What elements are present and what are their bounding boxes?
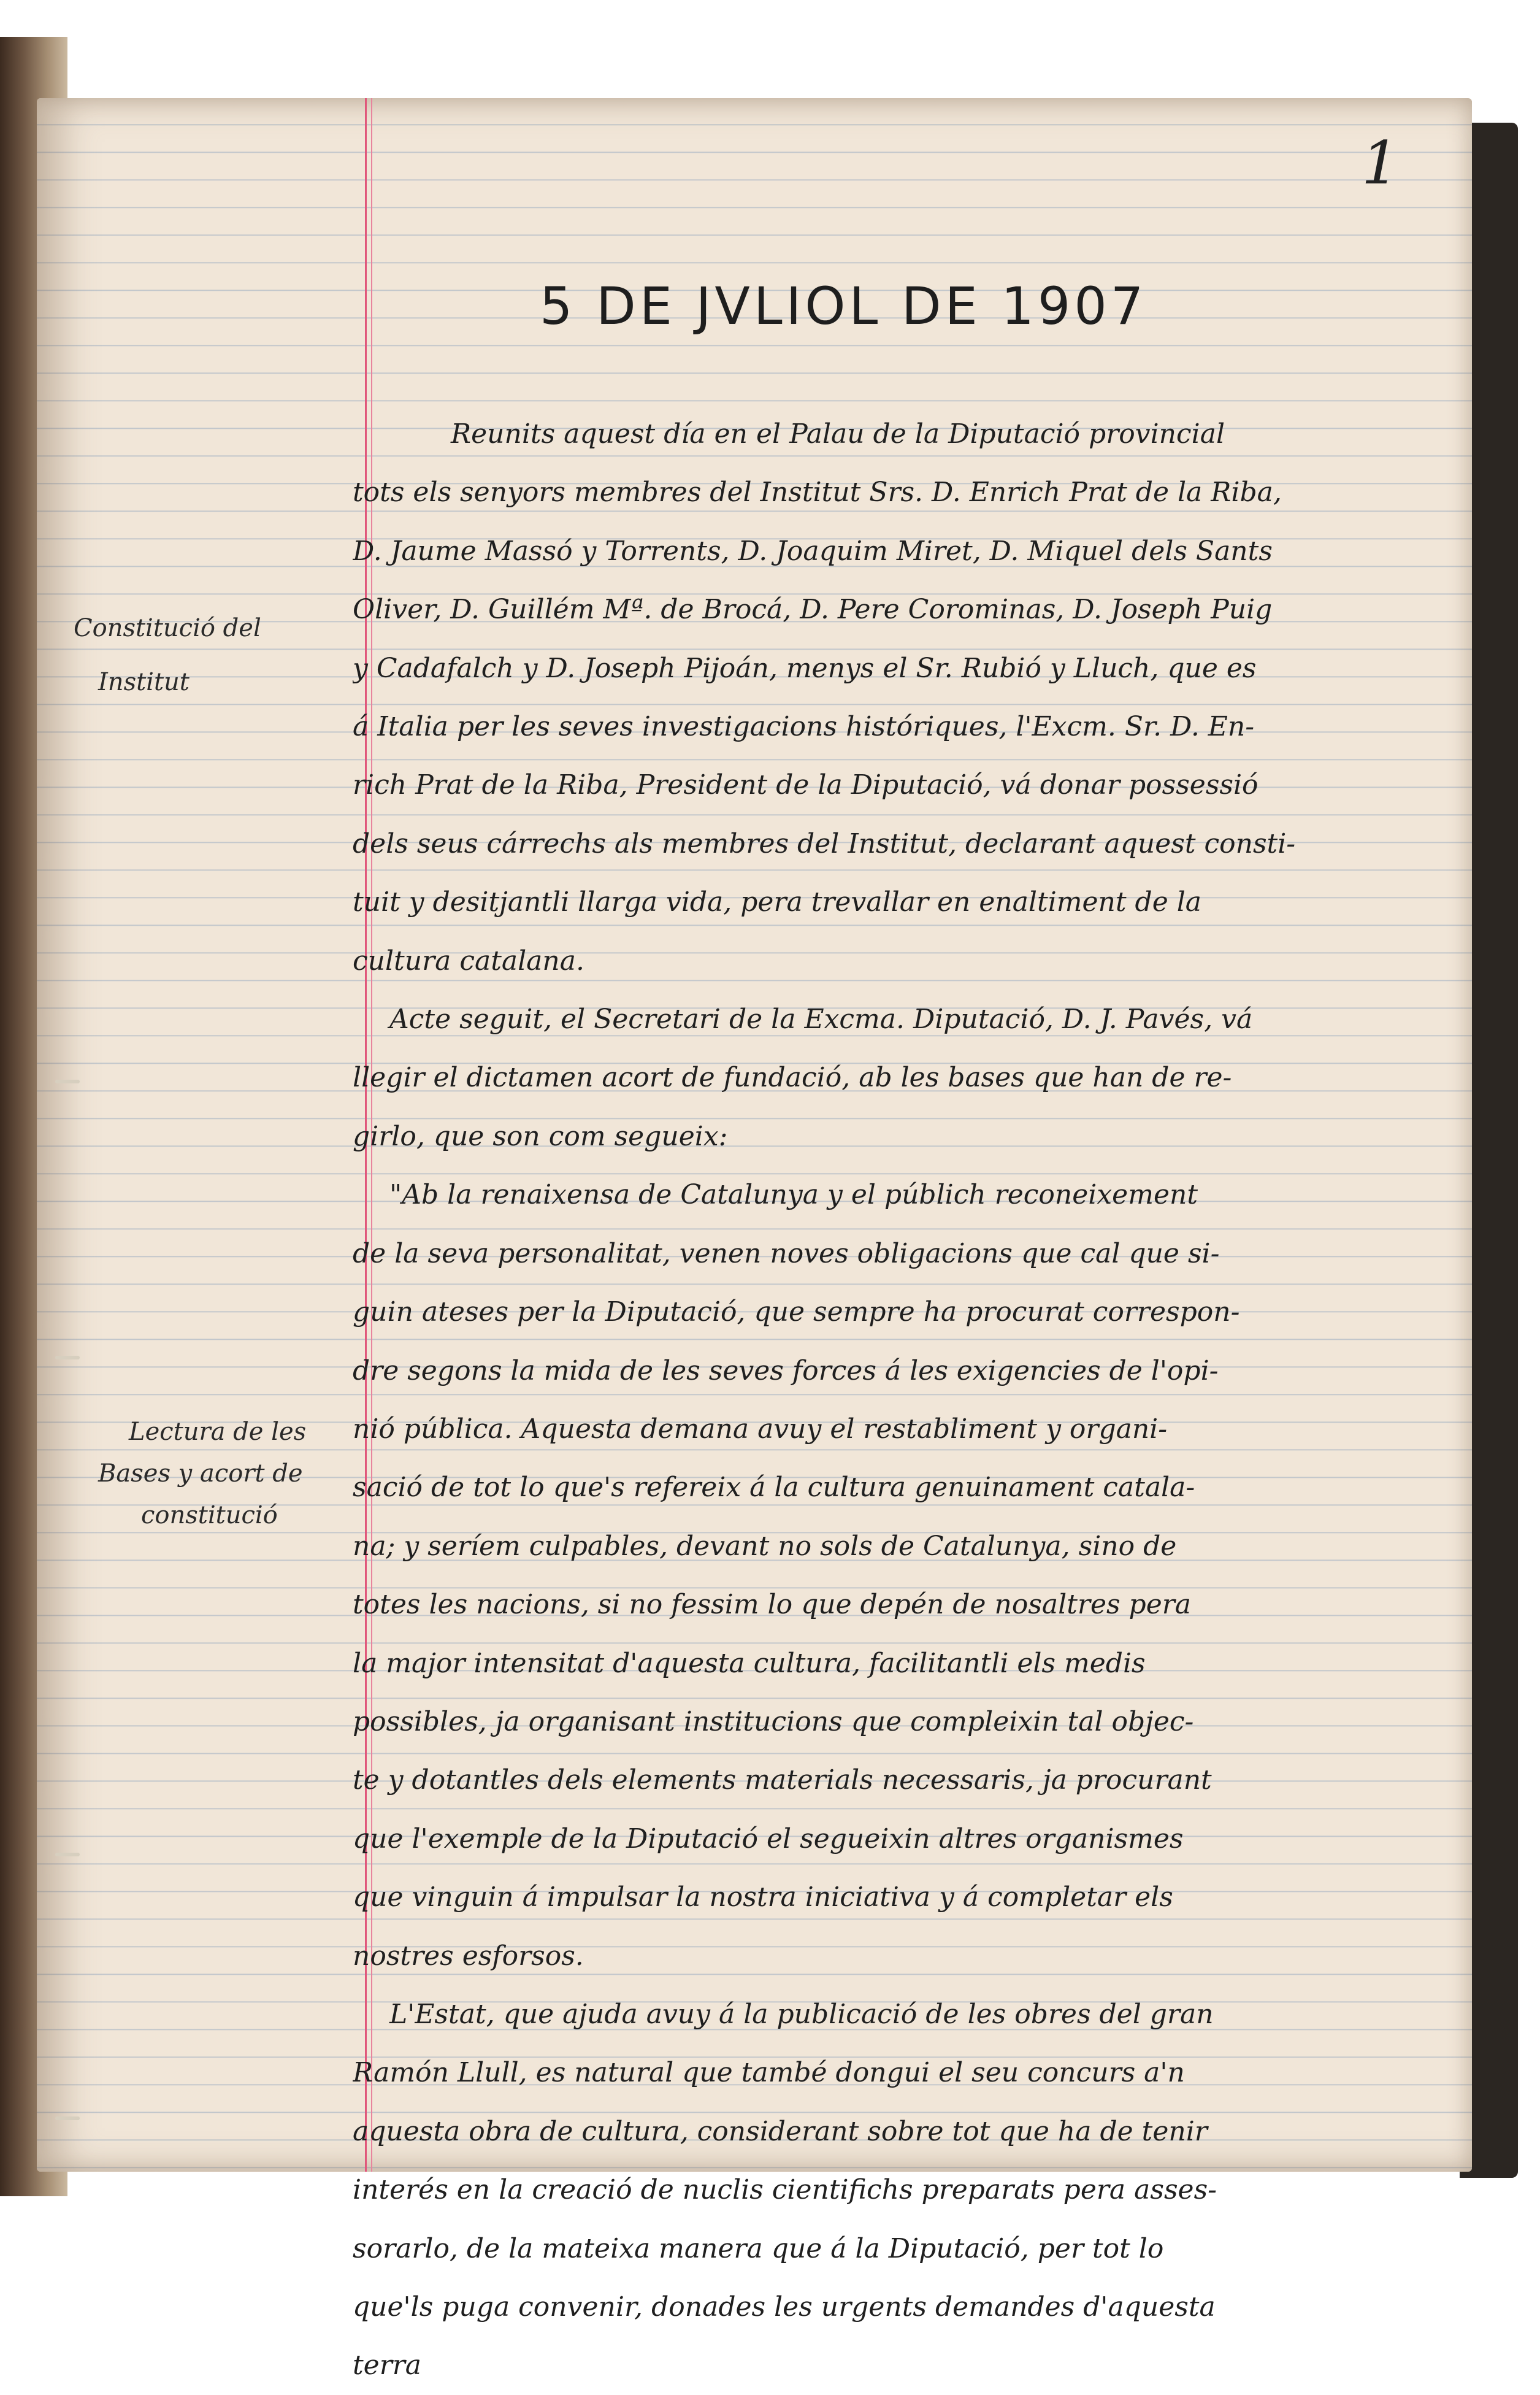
text-line: llegir el dictamen acort de fundació, ab les bases que han de re- xyxy=(353,1062,1232,1094)
page-number: 1 xyxy=(1362,129,1400,198)
ledger-book xyxy=(0,37,1515,2382)
text-line: que vinguin á impulsar la nostra iniciativa y á completar els xyxy=(353,1882,1173,1913)
text-line: aquesta obra de cultura, considerant sobre tot que ha de tenir xyxy=(353,2115,1208,2147)
text-line: dre segons la mida de les seves forces á les exigencies de l'opi- xyxy=(353,1355,1219,1386)
margin-note-line: constitució xyxy=(141,1501,278,1529)
margin-note-constitution xyxy=(74,601,331,709)
text-line: tots els senyors membres del Institut Srs. D. Enrich Prat de la Riba, xyxy=(353,477,1282,509)
text-line: possibles, ja organisant institucions que compleixin tal objec- xyxy=(353,1705,1194,1737)
binding-thread xyxy=(55,1356,80,1359)
text-line: te y dotantles dels elements materials necessaris, ja procurant xyxy=(353,1764,1212,1796)
binding-thread xyxy=(55,1080,80,1083)
margin-note-line: Lectura de les xyxy=(129,1418,307,1446)
margin-note-line: Constitució del xyxy=(74,614,261,642)
text-line: dels seus cárrechs als membres del Institut, declarant aquest consti- xyxy=(353,828,1296,859)
text-line: totes les nacions, si no fessim lo que depén de nosaltres pera xyxy=(353,1589,1192,1621)
binding-thread xyxy=(55,2116,80,2120)
margin-note-bases xyxy=(74,1405,331,1542)
text-line: Reunits aquest día en el Palau de la Diputació provincial xyxy=(451,418,1225,450)
text-line: cultura catalana. xyxy=(353,945,584,977)
text-line: D. Jaume Massó y Torrents, D. Joaquim Miret, D. Miquel dels Sants xyxy=(353,535,1273,567)
text-line: sació de tot lo que's refereix á la cultura genuinament catala- xyxy=(353,1472,1195,1504)
text-line: que'ls puga convenir, donades les urgents demandes d'aquesta xyxy=(353,2291,1216,2323)
margin-note-line: Institut xyxy=(98,668,190,696)
text-line: la major intensitat d'aquesta cultura, facilitantli els medis xyxy=(353,1647,1146,1679)
text-line: nostres esforsos. xyxy=(353,1940,584,1972)
text-line: que l'exemple de la Diputació el segueixin altres organismes xyxy=(353,1823,1184,1855)
text-line: girlo, que son com segueix: xyxy=(353,1120,728,1152)
margin-note-line: Bases y acort de xyxy=(98,1459,303,1488)
text-line: de la seva personalitat, venen noves obligacions que cal que si- xyxy=(353,1237,1220,1269)
binding-thread xyxy=(55,1853,80,1856)
text-line: guin ateses per la Diputació, que sempre ha procurat correspon- xyxy=(353,1296,1240,1328)
text-line: sorarlo, de la mateixa manera que á la Diputació, per tot lo xyxy=(353,2232,1164,2264)
text-line: interés en la creació de nuclis cientifichs preparats pera asses- xyxy=(353,2174,1217,2206)
text-line: nió pública. Aquesta demana avuy el restabliment y organi- xyxy=(353,1413,1168,1445)
date-heading: 5 DE JVLIOL DE 1907 xyxy=(540,276,1147,336)
text-line: tuit y desitjantli llarga vida, pera trevallar en enaltiment de la xyxy=(353,886,1202,918)
text-line: "Ab la renaixensa de Catalunya y el públich reconeixement xyxy=(389,1179,1198,1211)
text-line: y Cadafalch y D. Joseph Pijoán, menys el Sr. Rubió y Lluch, que es xyxy=(353,652,1257,684)
text-line: rich Prat de la Riba, President de la Diputació, vá donar possessió xyxy=(353,769,1258,801)
text-line: na; y seríem culpables, devant no sols de Catalunya, sino de xyxy=(353,1530,1177,1562)
body-text xyxy=(353,405,1457,2395)
text-line: Ramón Llull, es natural que també dongui el seu concurs a'n xyxy=(353,2057,1185,2089)
text-line: Oliver, D. Guillém Mª. de Brocá, D. Pere Corominas, D. Joseph Puig xyxy=(353,594,1273,626)
text-line: terra xyxy=(353,2350,422,2382)
text-line: á Italia per les seves investigacions históriques, l'Excm. Sr. D. En- xyxy=(353,711,1255,743)
text-line: Acte seguit, el Secretari de la Excma. Diputació, D. J. Pavés, vá xyxy=(389,1004,1253,1036)
text-line: L'Estat, que ajuda avuy á la publicació de les obres del gran xyxy=(389,1998,1214,2030)
